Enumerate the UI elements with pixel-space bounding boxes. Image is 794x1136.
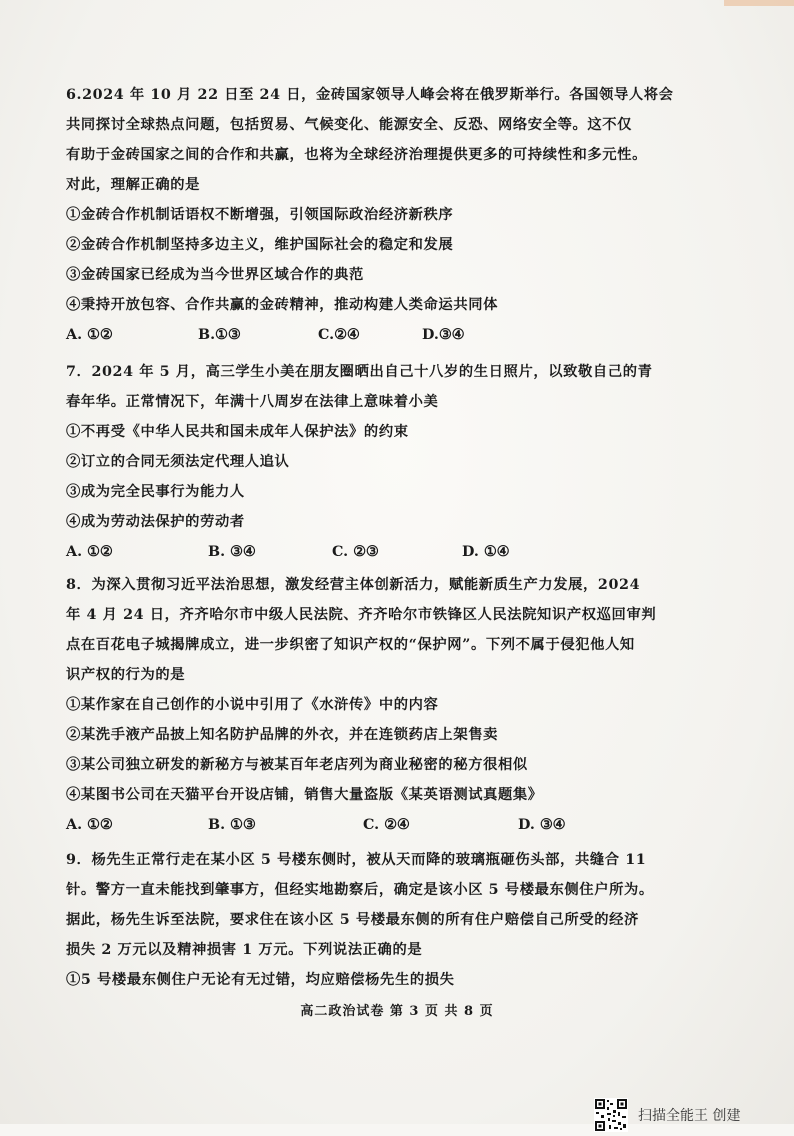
option-a: A. ①② <box>66 327 113 343</box>
scanner-watermark <box>594 1098 740 1132</box>
q9-line: 9．杨先生正常行走在某小区 5 号楼东侧时，被从天而降的玻璃瓶砸伤头部，共缝合 11 <box>66 852 647 868</box>
q8-options <box>66 810 706 840</box>
q9-statement: ①5 号楼最东侧住户无论有无过错，均应赔偿杨先生的损失 <box>66 972 455 988</box>
q6-line: 对此，理解正确的是 <box>66 177 201 193</box>
question-7 <box>66 357 706 567</box>
q7-statement: ④成为劳动法保护的劳动者 <box>66 514 245 530</box>
option-c: C. ②④ <box>363 817 410 833</box>
watermark-text: 扫描全能王 创建 <box>638 1108 741 1124</box>
option-c: C.②④ <box>318 327 360 343</box>
q6-statement: ③金砖国家已经成为当今世界区域合作的典范 <box>66 267 364 283</box>
q9-line: 损失 2 万元以及精神损害 1 万元。下列说法正确的是 <box>66 942 423 958</box>
q7-statement: ③成为完全民事行为能力人 <box>66 484 245 500</box>
q8-line: 年 4 月 24 日，齐齐哈尔市中级人民法院、齐齐哈尔市铁锋区人民法院知识产权巡回审判 <box>66 607 657 623</box>
q8-line: 8．为深入贯彻习近平法治思想，激发经营主体创新活力，赋能新质生产力发展，2024 <box>66 577 641 593</box>
q6-line: 6.2024 年 10 月 22 日至 24 日，金砖国家领导人峰会将在俄罗斯举行。各国领导人将会 <box>66 87 674 103</box>
q6-statement: ①金砖合作机制话语权不断增强，引领国际政治经济新秩序 <box>66 207 454 223</box>
option-b: B. ①③ <box>208 817 256 833</box>
option-a: A. ①② <box>66 817 113 833</box>
q6-line: 有助于金砖国家之间的合作和共赢，也将为全球经济治理提供更多的可持续性和多元性。 <box>66 147 647 163</box>
option-c: C. ②③ <box>332 544 379 560</box>
q6-statement: ④秉持开放包容、合作共赢的金砖精神，推动构建人类命运共同体 <box>66 297 499 313</box>
option-b: B.①③ <box>198 327 241 343</box>
q7-statement: ①不再受《中华人民共和国未成年人保护法》的约束 <box>66 424 409 440</box>
q8-statement: ①某作家在自己创作的小说中引用了《水浒传》中的内容 <box>66 697 439 713</box>
q6-options <box>66 320 706 350</box>
q7-line: 春年华。正常情况下，年满十八周岁在法律上意味着小美 <box>66 394 439 410</box>
q8-statement: ②某洗手液产品披上知名防护品牌的外衣，并在连锁药店上架售卖 <box>66 727 499 743</box>
q8-statement: ④某图书公司在天猫平台开设店铺，销售大量盗版《某英语测试真题集》 <box>66 787 543 803</box>
q9-line: 针。警方一直未能找到肇事方，但经实地勘察后，确定是该小区 5 号楼最东侧住户所为。 <box>66 882 654 898</box>
q6-line: 共同探讨全球热点问题，包括贸易、气候变化、能源安全、反恐、网络安全等。这不仅 <box>66 117 633 133</box>
q8-line: 点在百花电子城揭牌成立，进一步织密了知识产权的“保护网”。下列不属于侵犯他人知 <box>66 637 635 653</box>
q7-line: 7．2024 年 5 月，高三学生小美在朋友圈晒出自己十八岁的生日照片，以致敬自己的青 <box>66 364 653 380</box>
question-8 <box>66 570 706 840</box>
option-d: D. ③④ <box>518 817 566 833</box>
page-footer: 高二政治试卷 第 3 页 共 8 页 <box>300 1004 494 1019</box>
edge-stain <box>724 0 794 6</box>
q6-statement: ②金砖合作机制坚持多边主义，维护国际社会的稳定和发展 <box>66 237 454 253</box>
qr-code-icon <box>594 1098 628 1132</box>
q8-statement: ③某公司独立研发的新秘方与被某百年老店列为商业秘密的秘方很相似 <box>66 757 528 773</box>
question-9 <box>66 845 706 995</box>
option-b: B. ③④ <box>208 544 256 560</box>
q8-line: 识产权的行为的是 <box>66 667 186 683</box>
option-a: A. ①② <box>66 544 113 560</box>
q7-options <box>66 537 706 567</box>
q7-statement: ②订立的合同无须法定代理人追认 <box>66 454 290 470</box>
question-6 <box>66 80 706 350</box>
option-d: D. ①④ <box>462 544 510 560</box>
q9-line: 据此，杨先生诉至法院，要求住在该小区 5 号楼最东侧的所有住户赔偿自己所受的经济 <box>66 912 639 928</box>
option-d: D.③④ <box>422 327 465 343</box>
